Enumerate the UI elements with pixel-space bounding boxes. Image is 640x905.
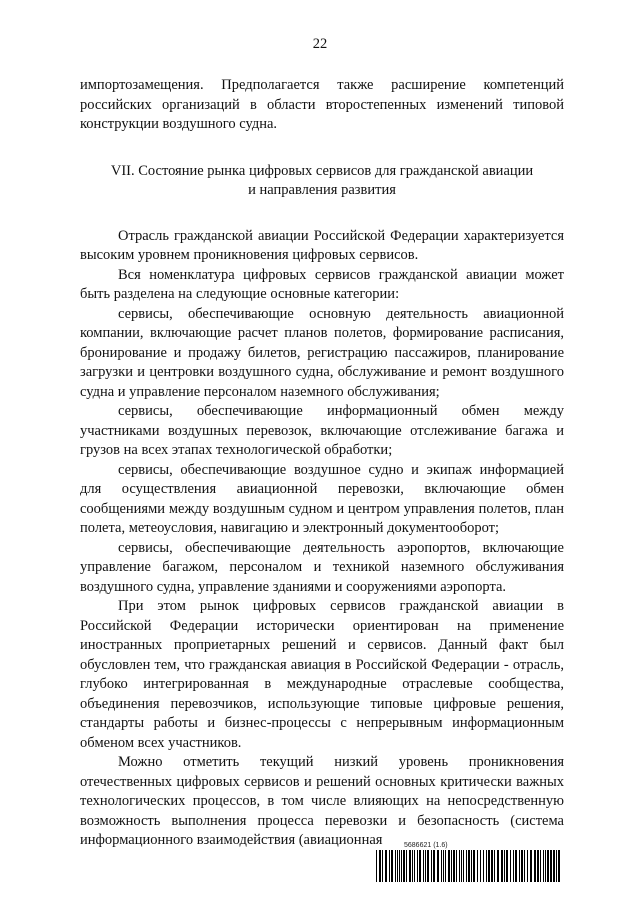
- list-item: сервисы, обеспечивающие деятельность аэропортов, включающие управление багажом, персоналом и техникой наземного обслуживания воздушного судна, управление зданиями и сооружениями аэропорта.: [80, 539, 564, 595]
- section-heading: [80, 162, 564, 201]
- list-item: сервисы, обеспечивающие воздушное судно и экипаж информацией для осуществления авиационной перевозки, включающие обмен сообщениями между воздушным судном и центром управления полетов, план полета, метеоусловия, навигацию и электронный документооборот;: [80, 461, 564, 536]
- barcode-icon: [376, 850, 562, 882]
- document-body: [80, 76, 564, 851]
- barcode-caption: 5686621 (1.6): [404, 842, 448, 849]
- list-item: сервисы, обеспечивающие информационный обмен между участниками воздушных перевозок, включающие отслеживание багажа и грузов на всех этапах технологической обработки;: [80, 403, 564, 458]
- section-heading-line-2: и направления развития: [248, 182, 396, 198]
- page-number: 22: [312, 36, 328, 52]
- list-item: сервисы, обеспечивающие основную деятельность авиационной компании, включающие расчет планов полетов, формирование расписания, бронирование и продажу билетов, регистрацию пассажиров, планирование загрузки и центровки воздушного судна, обслуживание и ремонт воздушного судна и управление персоналом наземного обслуживания;: [80, 305, 564, 400]
- paragraph: При этом рынок цифровых сервисов гражданской авиации в Российской Федерации исторически ориентирован на применение иностранных проприетарных решений и сервисов. Данный факт был обусловлен тем, что гражданская авиация в Российской Федерации - отрасль, глубоко интегрированная в международные отраслевые сообщества, объединения перевозчиков, использующие типовые цифровые решения, стандарты работы и бизнес-процессы с непрерывным информационным обменом всех участников.: [80, 598, 564, 751]
- section-heading-line-1: VII. Состояние рынка цифровых сервисов для гражданской авиации: [110, 162, 534, 179]
- barcode-block: [376, 842, 562, 882]
- paragraph: Отрасль гражданской авиации Российской Федерации характеризуется высоким уровнем проникновения цифровых сервисов.: [80, 227, 564, 263]
- paragraph-continuation: импортозамещения. Предполагается также расширение компетенций российских организаций в области второстепенных изменений типовой конструкции воздушного судна.: [80, 77, 564, 132]
- paragraph: Можно отметить текущий низкий уровень проникновения отечественных цифровых сервисов и решений основных критически важных технологических процессов, в том числе влияющих на непосредственную возможность выполнения процесса перевозки и безопасность (система информационного взаимодействия (авиационная: [80, 754, 564, 848]
- paragraph: Вся номенклатура цифровых сервисов гражданской авиации может быть разделена на следующие основные категории:: [80, 266, 564, 302]
